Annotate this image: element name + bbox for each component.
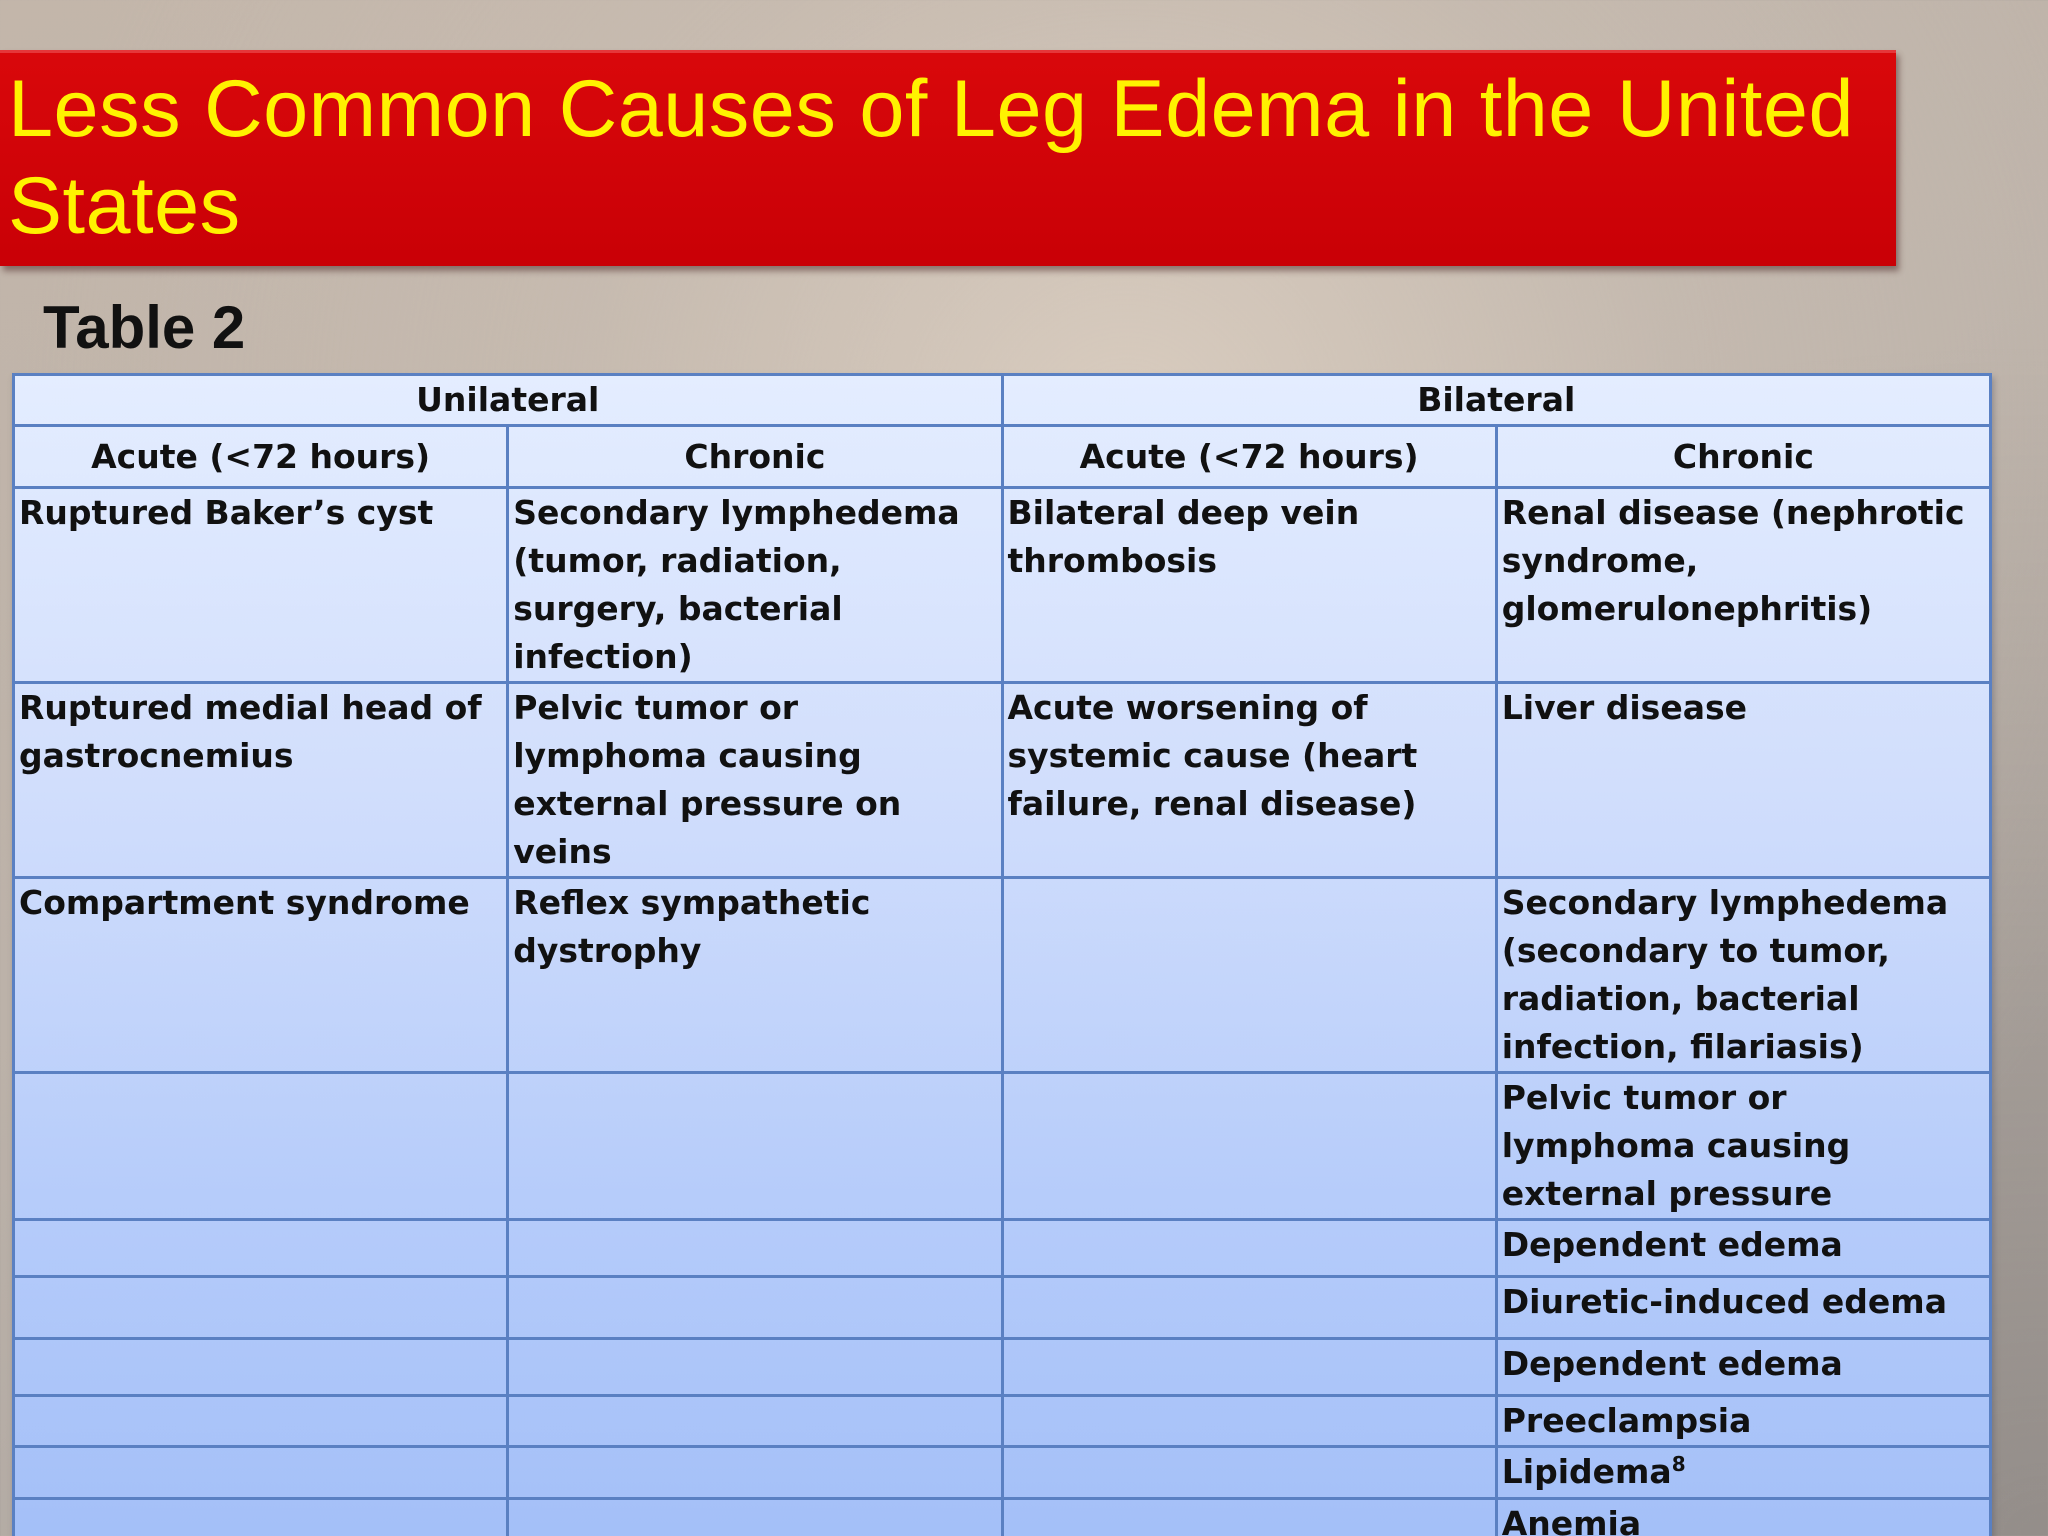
slide-title: Less Common Causes of Leg Edema in the United States (8, 64, 1854, 251)
table-cell: Renal disease (nephrotic syndrome, glomerulonephritis) (1496, 488, 1990, 683)
table-cell (14, 1447, 508, 1499)
table-cell: Acute worsening of systemic cause (heart failure, renal disease) (1002, 683, 1496, 878)
table-row (14, 1277, 1991, 1339)
table-cell (14, 1396, 508, 1447)
table-cell (508, 1447, 1002, 1499)
table-cell: Dependent edema (1496, 1339, 1990, 1396)
title-banner (0, 50, 1896, 266)
table-cell (508, 1220, 1002, 1277)
table-row (14, 1396, 1991, 1447)
table-cell: Ruptured Baker’s cyst (14, 488, 508, 683)
table-cell (14, 1339, 508, 1396)
table-row (14, 1499, 1991, 1536)
table-cell (1002, 1499, 1496, 1536)
table-row (14, 488, 1991, 683)
table-cell: Ruptured medial head of gastrocnemius (14, 683, 508, 878)
sub-header-bilateral-chronic: Chronic (1496, 426, 1990, 488)
table-cell (1002, 1339, 1496, 1396)
table-cell: Anemia (1496, 1499, 1990, 1536)
cell-text: Lipidema (1501, 1452, 1672, 1491)
table-row (14, 683, 1991, 878)
table-cell: Diuretic-induced edema (1496, 1277, 1990, 1339)
table-cell (1002, 1277, 1496, 1339)
table-cell: Reflex sympathetic dystrophy (508, 878, 1002, 1073)
table-cell (1002, 878, 1496, 1073)
table-cell (1002, 1396, 1496, 1447)
table-cell (1002, 1220, 1496, 1277)
table-row (14, 878, 1991, 1073)
table-cell: Secondary lymphedema (tumor, radiation, surgery, bacterial infection) (508, 488, 1002, 683)
sub-header-bilateral-acute: Acute (<72 hours) (1002, 426, 1496, 488)
table-cell: Pelvic tumor or lymphoma causing external pressure on veins (508, 683, 1002, 878)
group-header-unilateral: Unilateral (14, 375, 1003, 426)
footnote-marker: 8 (1671, 1452, 1686, 1476)
table-cell: Bilateral deep vein thrombosis (1002, 488, 1496, 683)
table-cell (508, 1499, 1002, 1536)
table-cell: Dependent edema (1496, 1220, 1990, 1277)
table-cell (508, 1277, 1002, 1339)
group-header-row (14, 375, 1991, 426)
table-cell (508, 1339, 1002, 1396)
table-cell: Secondary lymphedema (secondary to tumor, radiation, bacterial infection, filariasis) (1496, 878, 1990, 1073)
table-row (14, 1220, 1991, 1277)
table-cell-lipidema (1496, 1447, 1990, 1499)
table-cell (1002, 1447, 1496, 1499)
table-cell (14, 1277, 508, 1339)
table-cell: Preeclampsia (1496, 1396, 1990, 1447)
table-cell (14, 1220, 508, 1277)
sub-header-unilateral-acute: Acute (<72 hours) (14, 426, 508, 488)
table-row (14, 1447, 1991, 1499)
table-cell: Liver disease (1496, 683, 1990, 878)
group-header-bilateral: Bilateral (1002, 375, 1991, 426)
edema-causes-table (12, 373, 1992, 1536)
table-cell (1002, 1073, 1496, 1220)
table-label: Table 2 (43, 294, 246, 361)
table-row (14, 1339, 1991, 1396)
table-cell (14, 1499, 508, 1536)
table-row (14, 1073, 1991, 1220)
table-cell: Compartment syndrome (14, 878, 508, 1073)
table-cell (14, 1073, 508, 1220)
sub-header-unilateral-chronic: Chronic (508, 426, 1002, 488)
table-cell: Pelvic tumor or lymphoma causing external pressure (1496, 1073, 1990, 1220)
table-cell (508, 1396, 1002, 1447)
sub-header-row (14, 426, 1991, 488)
table-cell (508, 1073, 1002, 1220)
